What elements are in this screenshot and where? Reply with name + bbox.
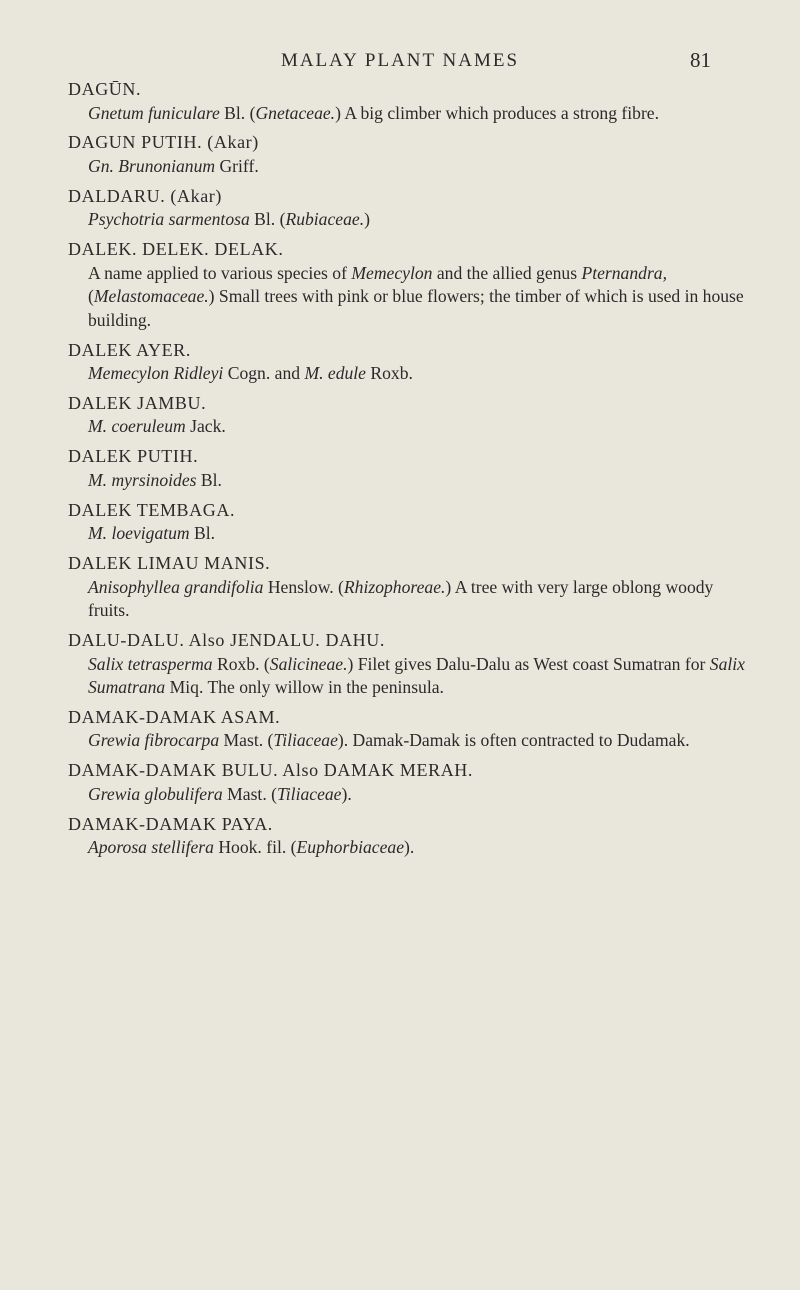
dictionary-entry bbox=[68, 759, 748, 806]
entry-description bbox=[68, 469, 748, 493]
dictionary-entry bbox=[68, 238, 748, 332]
description-text: Mast. ( bbox=[222, 783, 277, 804]
dictionary-entry bbox=[68, 499, 748, 546]
botanical-name-text: Melastomaceae. bbox=[93, 286, 209, 307]
description-text: ) Filet gives Dalu-Dalu as West coast Sumatran for bbox=[347, 653, 710, 674]
entry-headword: DAMAK-DAMAK PAYA. bbox=[68, 813, 273, 834]
entry-headword: DAMAK-DAMAK ASAM. bbox=[68, 706, 281, 727]
description-text: ) A tree with very large oblong woody fruits. bbox=[88, 576, 714, 621]
description-text: and the allied genus bbox=[432, 262, 582, 283]
botanical-name-text: Rhizophoreae. bbox=[343, 576, 446, 597]
botanical-name-text: Euphorbiaceae bbox=[296, 837, 405, 858]
description-text: Hook. fil. ( bbox=[213, 837, 297, 858]
description-text: Miq. The only willow in the peninsula. bbox=[165, 677, 444, 698]
botanical-name-text: Tiliaceae bbox=[273, 730, 338, 751]
dictionary-entry bbox=[68, 552, 748, 623]
description-text: A name applied to various species of bbox=[88, 262, 352, 283]
description-text: Mast. ( bbox=[219, 730, 274, 751]
botanical-name-text: Tiliaceae bbox=[276, 783, 342, 804]
botanical-name-text: Salicineae. bbox=[269, 653, 348, 674]
entry-description bbox=[68, 836, 748, 860]
page-number: 81 bbox=[690, 48, 711, 72]
description-text: ) bbox=[364, 209, 370, 230]
description-text: Griff. bbox=[215, 155, 259, 176]
description-text: Henslow. ( bbox=[263, 576, 344, 597]
botanical-name-text: Salix Sumatrana bbox=[88, 653, 745, 698]
entry-headword: DAGUN PUTIH. (Akar) bbox=[68, 132, 259, 153]
entry-headword: DALEK PUTIH. bbox=[68, 446, 199, 467]
botanical-name-text: Gn. Brunonianum bbox=[88, 155, 216, 176]
running-title: MALAY PLANT NAMES bbox=[280, 50, 520, 71]
dictionary-entry bbox=[68, 392, 748, 439]
botanical-name-text: Pternandra, bbox=[581, 262, 667, 283]
description-text: ) Small trees with pink or blue flowers; the timber of which is used in house building. bbox=[88, 286, 744, 330]
description-text: Roxb. bbox=[366, 363, 413, 384]
entry-description bbox=[68, 522, 748, 546]
entry-description bbox=[68, 653, 748, 700]
entry-description bbox=[68, 262, 748, 333]
botanical-name-text: Aporosa stellifera bbox=[88, 837, 214, 858]
dictionary-entry bbox=[68, 185, 748, 232]
botanical-name-text: Salix tetrasperma bbox=[88, 653, 213, 674]
entry-list bbox=[68, 78, 748, 866]
description-text: Jack. bbox=[185, 416, 226, 437]
description-text: Roxb. ( bbox=[212, 653, 270, 674]
entry-description bbox=[68, 729, 748, 753]
botanical-name-text: Grewia globulifera bbox=[88, 783, 223, 804]
botanical-name-text: Memecylon bbox=[351, 262, 433, 283]
botanical-name-text: Gnetum funiculare bbox=[88, 102, 220, 123]
entry-headword: DAMAK-DAMAK BULU. Also DAMAK MERAH. bbox=[68, 760, 474, 781]
description-text: ) A big climber which produces a strong fibre. bbox=[335, 102, 660, 123]
botanical-name-text: M. edule bbox=[304, 363, 366, 384]
botanical-name-text: Gnetaceae. bbox=[255, 102, 336, 123]
entry-headword: DALDARU. (Akar) bbox=[68, 185, 222, 206]
botanical-name-text: M. myrsinoides bbox=[88, 469, 197, 490]
entry-headword: DALEK TEMBAGA. bbox=[68, 499, 236, 520]
botanical-name-text: Grewia fibrocarpa bbox=[88, 730, 220, 751]
entry-description bbox=[68, 102, 748, 126]
dictionary-entry bbox=[68, 813, 748, 860]
dictionary-entry bbox=[68, 78, 748, 125]
entry-headword: DAGŪN. bbox=[68, 79, 142, 99]
dictionary-entry bbox=[68, 131, 748, 178]
botanical-name-text: Rubiaceae. bbox=[285, 209, 365, 230]
description-text: Bl. bbox=[189, 523, 216, 544]
entry-description bbox=[68, 576, 748, 623]
entry-description bbox=[68, 415, 748, 439]
entry-headword: DALEK JAMBU. bbox=[68, 392, 207, 413]
description-text: ). bbox=[341, 783, 352, 804]
description-text: ). Damak-Damak is often contracted to Dudamak. bbox=[337, 730, 690, 751]
description-text: Bl. bbox=[196, 469, 222, 490]
dictionary-entry bbox=[68, 629, 748, 700]
description-text: Bl. ( bbox=[219, 102, 256, 123]
entry-description bbox=[68, 783, 748, 807]
botanical-name-text: Psychotria sarmentosa bbox=[88, 209, 250, 230]
description-text: Cogn. and bbox=[223, 363, 305, 384]
description-text: ( bbox=[88, 286, 94, 307]
entry-description bbox=[68, 208, 748, 232]
botanical-name-text: Anisophyllea grandifolia bbox=[88, 576, 264, 597]
entry-headword: DALU-DALU. Also JENDALU. DAHU. bbox=[68, 630, 385, 651]
description-text: Bl. ( bbox=[249, 209, 286, 230]
dictionary-entry bbox=[68, 706, 748, 753]
entry-description bbox=[68, 362, 748, 386]
description-text: ). bbox=[404, 837, 415, 858]
botanical-name-text: M. loevigatum bbox=[88, 523, 190, 544]
entry-headword: DALEK AYER. bbox=[68, 339, 191, 360]
botanical-name-text: Memecylon Ridleyi bbox=[88, 363, 224, 384]
dictionary-entry bbox=[68, 445, 748, 492]
entry-headword: DALEK. DELEK. DELAK. bbox=[68, 239, 284, 260]
dictionary-entry bbox=[68, 339, 748, 386]
entry-headword: DALEK LIMAU MANIS. bbox=[68, 553, 271, 574]
entry-description bbox=[68, 155, 748, 179]
botanical-name-text: M. coeruleum bbox=[88, 416, 186, 437]
